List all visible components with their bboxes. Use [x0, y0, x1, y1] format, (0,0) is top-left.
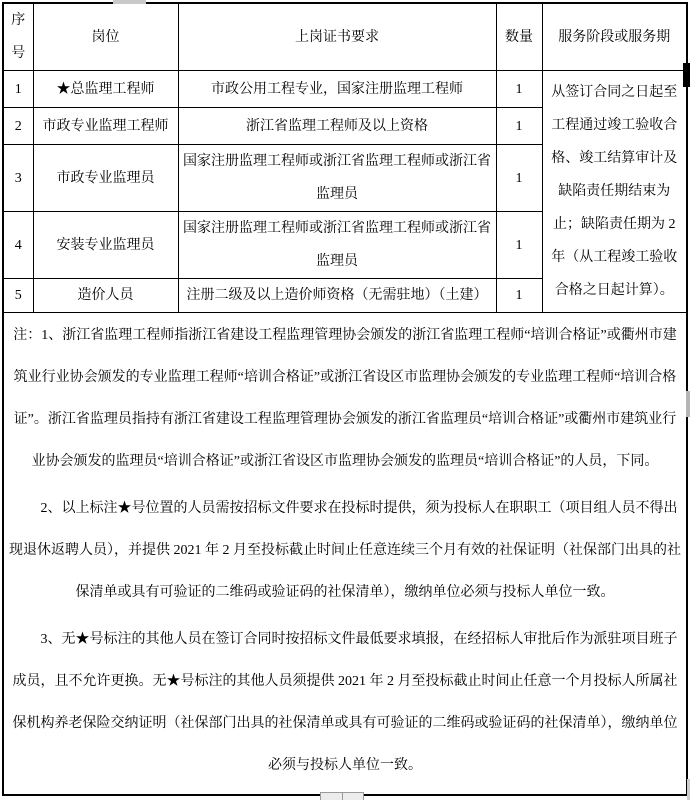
cell-no: 2	[3, 108, 33, 145]
cell-post: 市政专业监理工程师	[33, 108, 178, 145]
cell-post: 安装专业监理员	[33, 212, 178, 279]
col-header-service: 服务阶段或服务期	[542, 3, 687, 71]
col-header-qty: 数量	[496, 3, 542, 71]
cell-qty: 1	[496, 71, 542, 108]
cell-cert: 市政公用工程专业，国家注册监理工程师	[178, 71, 496, 108]
col-header-cert: 上岗证书要求	[178, 3, 496, 71]
cell-no: 5	[3, 279, 33, 313]
bottom-edge-handle-fragment[interactable]	[320, 792, 364, 800]
cell-no: 3	[3, 145, 33, 212]
positions-table	[2, 2, 688, 796]
cell-cert: 浙江省监理工程师及以上资格	[178, 108, 496, 145]
cell-cert: 国家注册监理工程师或浙江省监理工程师或浙江省监理员	[178, 212, 496, 279]
cell-service-period: 从签订合同之日起至工程通过竣工验收合格、竣工结算审计及缺陷责任期结束为止；缺陷责任期为 2 年（从工程竣工验收合格之日起计算）。	[542, 71, 687, 313]
notes-cell	[3, 313, 687, 796]
cell-qty: 1	[496, 108, 542, 145]
cell-no: 1	[3, 71, 33, 108]
cell-post: 市政专业监理员	[33, 145, 178, 212]
note-paragraph-1: 注：1、浙江省监理工程师指浙江省建设工程监理管理协会颁发的浙江省监理工程师“培训合格证”或衢州市建筑业行业协会颁发的专业监理工程师“培训合格证”或浙江省设区市监理协会颁发的专业监理工程师“培训合格证”。浙江省监理员指持有浙江省建设工程监理管理协会颁发的浙江省监理员“培训合格证”或衢州市建筑业行业协会颁发的监理员“培训合格证”或浙江省设区市监理协会颁发的监理员“培训合格证”的人员，下同。	[13, 328, 677, 469]
cell-cert: 国家注册监理工程师或浙江省监理工程师或浙江省监理员	[178, 145, 496, 212]
top-edge-handle-fragment	[113, 0, 146, 4]
cell-qty: 1	[496, 212, 542, 279]
col-header-no: 序号	[3, 3, 33, 71]
note-paragraph-2: 2、以上标注★号位置的人员需按招标文件要求在投标时提供，须为投标人在职职工（项目组人员不得出现退休返聘人员），并提供 2021 年 2 月至投标截止时间止任意连续三个月有效的社保证明（社保部门出具的社保清单或具有可验证的二维码或验证码的社保清单），缴纳单位必须与投标人单位一致。	[9, 501, 681, 600]
right-scrollbar-fragment[interactable]	[686, 391, 690, 417]
table-row	[3, 71, 687, 108]
cell-post: 造价人员	[33, 279, 178, 313]
cell-no: 4	[3, 212, 33, 279]
notes-row	[3, 313, 687, 796]
note-paragraph-3: 3、无★号标注的其他人员在签订合同时按招标文件最低要求填报，在经招标人审批后作为派驻项目班子成员，且不允许更换。无★号标注的其他人员须提供 2021 年 2 月至投标截止时间止任意一个月投标人所属社保机构养老保险交纳证明（社保部门出具的社保清单或具有可验证的二维码或验证码的社保清单），缴纳单位必须与投标人单位一致。	[12, 632, 678, 773]
right-edge-black-marker	[683, 63, 690, 87]
cell-qty: 1	[496, 145, 542, 212]
col-header-post: 岗位	[33, 3, 178, 71]
cell-post: ★总监理工程师	[33, 71, 178, 108]
table-header-row	[3, 3, 687, 71]
cell-qty: 1	[496, 279, 542, 313]
cell-cert: 注册二级及以上造价师资格（无需驻地）（土建）	[178, 279, 496, 313]
